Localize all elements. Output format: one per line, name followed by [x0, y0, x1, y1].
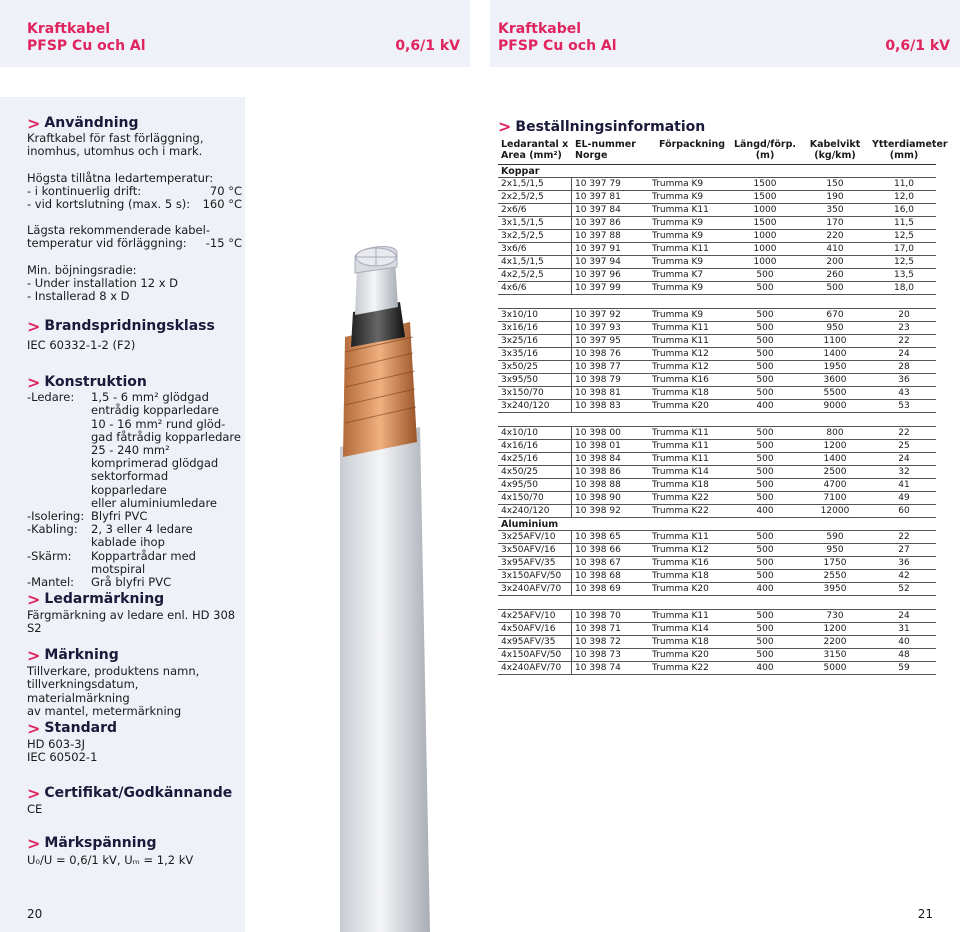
table-cell: 10 398 92: [575, 506, 621, 516]
table-cell: 500: [756, 336, 774, 346]
table-row: [498, 636, 936, 649]
table-cell: 12,5: [893, 231, 915, 241]
table-cell: Trumma K18: [652, 637, 709, 647]
table-cell: 10 398 66: [575, 545, 621, 555]
table-row: [498, 309, 936, 322]
table-cell: Trumma K9: [652, 231, 704, 241]
table-cell: 10 397 91: [575, 244, 621, 254]
table-group: [498, 178, 936, 295]
table-cell: 170: [826, 218, 844, 228]
chevron-right-icon: >: [27, 590, 41, 609]
table-cell: Trumma K20: [652, 401, 709, 411]
table-cell: 4x150/70: [498, 492, 572, 504]
table-cell: 220: [826, 231, 844, 241]
table-cell: Trumma K11: [652, 454, 709, 464]
section-ledarmarkning: > Ledarmärkning Färgmärkning av ledare enl. HD 308 S2: [27, 593, 242, 636]
table-cell: 5000: [823, 663, 847, 673]
table-cell: 500: [756, 650, 774, 660]
table-cell: 3600: [823, 375, 847, 385]
table-cell: 10 398 72: [575, 637, 621, 647]
table-row: [498, 282, 936, 295]
table-cell: 400: [756, 663, 774, 673]
table-row: [498, 466, 936, 479]
section-heading: > Märkspänning: [27, 834, 157, 853]
table-cell: 4x240AFV/70: [498, 662, 572, 674]
table-row: [498, 453, 936, 466]
table-cell: 10 397 86: [575, 218, 621, 228]
table-cell: 4x16/16: [498, 440, 572, 452]
table-cell: 500: [756, 571, 774, 581]
table-cell: 3x2,5/2,5: [498, 230, 572, 242]
table-cell: 500: [756, 349, 774, 359]
chevron-right-icon: >: [27, 719, 41, 738]
header-title: Kraftkabel: [27, 21, 111, 37]
table-cell: 36: [898, 558, 910, 568]
table-cell: 2550: [823, 571, 847, 581]
table-cell: Trumma K12: [652, 545, 709, 555]
table-cell: 1400: [823, 349, 847, 359]
table-cell: Trumma K14: [652, 624, 709, 634]
table-row: [498, 492, 936, 505]
page-number-left: 20: [27, 907, 43, 921]
section-heading: > Certifikat/Godkännande: [27, 784, 233, 803]
table-cell: Trumma K9: [652, 257, 704, 267]
table-cell: 10 398 77: [575, 362, 621, 372]
table-cell: 10 398 86: [575, 467, 621, 477]
table-cell: 400: [756, 584, 774, 594]
right-page-header: [490, 0, 960, 67]
chevron-right-icon: >: [27, 114, 41, 133]
table-cell: 4700: [823, 480, 847, 490]
table-cell: 40: [898, 637, 910, 647]
table-cell: Trumma K11: [652, 441, 709, 451]
table-cell: 3x10/10: [498, 309, 572, 321]
table-subheading: Aluminium: [498, 518, 936, 531]
table-cell: 500: [756, 624, 774, 634]
table-cell: Trumma K18: [652, 571, 709, 581]
table-cell: Trumma K11: [652, 532, 709, 542]
table-cell: 500: [756, 428, 774, 438]
table-cell: 3x6/6: [498, 243, 572, 255]
table-cell: 10 398 74: [575, 663, 621, 673]
table-cell: 500: [756, 323, 774, 333]
table-cell: 49: [898, 493, 910, 503]
table-cell: 500: [756, 362, 774, 372]
table-cell: 10 398 76: [575, 349, 621, 359]
table-cell: 500: [756, 637, 774, 647]
table-cell: 10 398 67: [575, 558, 621, 568]
chevron-right-icon: >: [27, 317, 41, 336]
table-cell: 43: [898, 388, 910, 398]
table-cell: 10 398 79: [575, 375, 621, 385]
table-cell: 950: [826, 323, 844, 333]
table-cell: 24: [898, 454, 910, 464]
table-cell: 4x10/10: [498, 427, 572, 439]
table-cell: 400: [756, 401, 774, 411]
table-cell: Trumma K18: [652, 480, 709, 490]
table-group: [498, 531, 936, 596]
table-cell: 10 397 93: [575, 323, 621, 333]
table-cell: Trumma K16: [652, 375, 709, 385]
table-cell: 25: [898, 441, 910, 451]
table-cell: 950: [826, 545, 844, 555]
table-row: [498, 322, 936, 335]
cable-illustration: [245, 97, 475, 932]
table-cell: Trumma K7: [652, 270, 704, 280]
table-cell: 32: [898, 467, 910, 477]
header-voltage: 0,6/1 kV: [885, 38, 950, 54]
table-cell: 10 397 84: [575, 205, 621, 215]
table-cell: 3x50/25: [498, 361, 572, 373]
table-cell: 410: [826, 244, 844, 254]
section-heading: > Användning: [27, 114, 139, 133]
table-cell: 16,0: [893, 205, 915, 215]
chevron-right-icon: >: [27, 373, 41, 392]
table-cell: 3x1,5/1,5: [498, 217, 572, 229]
table-cell: 4x95/50: [498, 479, 572, 491]
table-cell: 10 398 81: [575, 388, 621, 398]
table-cell: 200: [826, 257, 844, 267]
table-cell: 4x6/6: [498, 282, 572, 294]
section-heading: > Brandspridningsklass: [27, 317, 215, 336]
table-cell: 27: [898, 545, 910, 555]
table-cell: 500: [756, 467, 774, 477]
table-group: [498, 610, 936, 675]
table-cell: 10 398 90: [575, 493, 621, 503]
section-certifikat: > Certifikat/Godkännande CE: [27, 787, 242, 816]
table-cell: 3x95AFV/35: [498, 557, 572, 569]
table-cell: 24: [898, 349, 910, 359]
header-subtitle: PFSP Cu och Al: [498, 38, 617, 54]
table-cell: 2x6/6: [498, 204, 572, 216]
table-cell: Trumma K11: [652, 336, 709, 346]
table-cell: 500: [756, 441, 774, 451]
table-cell: 24: [898, 611, 910, 621]
table-cell: 4x25/16: [498, 453, 572, 465]
table-cell: Trumma K9: [652, 192, 704, 202]
table-cell: 10 397 79: [575, 179, 621, 189]
section-heading: > Beställningsinformation: [498, 117, 706, 136]
table-cell: Trumma K22: [652, 663, 709, 673]
table-cell: 260: [826, 270, 844, 280]
table-cell: 3x150AFV/50: [498, 570, 572, 582]
table-cell: 2x2,5/2,5: [498, 191, 572, 203]
table-row: [498, 204, 936, 217]
table-row: [498, 544, 936, 557]
table-cell: 4x2,5/2,5: [498, 269, 572, 281]
table-cell: 4x240/120: [498, 505, 572, 517]
table-cell: Trumma K18: [652, 388, 709, 398]
table-row: [498, 335, 936, 348]
table-cell: 800: [826, 428, 844, 438]
table-cell: Trumma K16: [652, 558, 709, 568]
table-row: [498, 230, 936, 243]
table-cell: 500: [756, 480, 774, 490]
table-cell: 28: [898, 362, 910, 372]
table-cell: 59: [898, 663, 910, 673]
table-cell: 10 398 83: [575, 401, 621, 411]
table-cell: 1100: [823, 336, 847, 346]
table-cell: 4x50/25: [498, 466, 572, 478]
section-heading: > Konstruktion: [27, 373, 147, 392]
table-cell: 3150: [823, 650, 847, 660]
table-cell: 500: [756, 283, 774, 293]
table-cell: 3950: [823, 584, 847, 594]
table-cell: 10 398 88: [575, 480, 621, 490]
table-row: [498, 178, 936, 191]
table-row: [498, 387, 936, 400]
header-title: Kraftkabel: [498, 21, 582, 37]
table-cell: Trumma K11: [652, 428, 709, 438]
table-cell: Trumma K9: [652, 218, 704, 228]
table-cell: 9000: [823, 401, 847, 411]
table-cell: 36: [898, 375, 910, 385]
table-row: [498, 427, 936, 440]
table-row: [498, 479, 936, 492]
table-cell: 670: [826, 310, 844, 320]
table-cell: 22: [898, 428, 910, 438]
table-row: [498, 191, 936, 204]
table-cell: 590: [826, 532, 844, 542]
table-row: [498, 217, 936, 230]
table-row: [498, 256, 936, 269]
table-cell: 52: [898, 584, 910, 594]
chevron-right-icon: >: [27, 646, 41, 665]
table-cell: 500: [756, 558, 774, 568]
table-row: [498, 269, 936, 282]
table-cell: 1000: [753, 257, 777, 267]
table-cell: 10 397 81: [575, 192, 621, 202]
table-cell: 12,5: [893, 257, 915, 267]
table-cell: 350: [826, 205, 844, 215]
table-cell: Trumma K14: [652, 467, 709, 477]
table-group: [498, 427, 936, 518]
section-konstruktion: > Konstruktion -Ledare: 1,5 - 6 mm² glödgad entrådig kopparledare 10 - 16 mm² rund glöd- gad fåtrådig kopparledare 25 - 240 mm² komprimerad glödgad sektorformad kopparledare eller aluminiumledare -Isolering: Blyfri PVC -Kabling: 2, 3 eller 4 ledare kablade ihop -Skärm: Koppartrådar med motspiral -Mantel: Grå blyfri PVC: [27, 373, 241, 590]
table-cell: 1500: [753, 192, 777, 202]
table-cell: 10 397 95: [575, 336, 621, 346]
table-header: Ledarantal x Area (mm²) EL-nummer Norge Förpackning Längd/förp. (m) Kabelvikt (kg/km) Ytterdiameter (mm): [498, 139, 936, 165]
section-heading: > Ledarmärkning: [27, 590, 165, 609]
table-cell: 10 398 01: [575, 441, 621, 451]
table-cell: 10 398 84: [575, 454, 621, 464]
table-cell: Trumma K20: [652, 650, 709, 660]
table-cell: 10 397 99: [575, 283, 621, 293]
table-cell: 730: [826, 611, 844, 621]
table-cell: 22: [898, 532, 910, 542]
chevron-right-icon: >: [27, 784, 41, 803]
table-cell: 20: [898, 310, 910, 320]
table-cell: 3x25AFV/10: [498, 531, 572, 543]
table-cell: 4x1,5/1,5: [498, 256, 572, 268]
section-standard: > Standard HD 603-3J IEC 60502-1: [27, 722, 242, 765]
table-group: [498, 309, 936, 413]
table-cell: 10 398 65: [575, 532, 621, 542]
section-heading: > Märkning: [27, 646, 119, 665]
table-cell: Trumma K9: [652, 310, 704, 320]
table-cell: Trumma K22: [652, 506, 709, 516]
table-row: [498, 505, 936, 518]
section-anvandning: > Användning Kraftkabel för fast förläggning, inomhus, utomhus och i mark. Högsta tillåtna ledartemperatur: - i kontinuerlig drift: 70 °C - vid kortslutning (max. 5 s): 160 °C Lägsta rekommenderade kabel- temperatur vid förläggning: -15 °C Min. böjningsradie: - Under installation 12 x D - Installerad 8 x D: [27, 114, 242, 304]
table-cell: 3x35/16: [498, 348, 572, 360]
table-cell: 1000: [753, 231, 777, 241]
table-row: [498, 348, 936, 361]
table-row: [498, 374, 936, 387]
table-cell: 18,0: [893, 283, 915, 293]
table-cell: Trumma K11: [652, 611, 709, 621]
table-cell: 13,5: [893, 270, 915, 280]
table-cell: 500: [756, 270, 774, 280]
table-cell: Trumma K11: [652, 205, 709, 215]
table-cell: 60: [898, 506, 910, 516]
section-brand: > Brandspridningsklass IEC 60332-1-2 (F2): [27, 320, 242, 352]
header-subtitle: PFSP Cu och Al: [27, 38, 146, 54]
table-cell: 1500: [753, 218, 777, 228]
table-cell: 500: [826, 283, 844, 293]
table-cell: 10 398 68: [575, 571, 621, 581]
section-heading: > Standard: [27, 719, 117, 738]
table-row: [498, 557, 936, 570]
table-cell: 48: [898, 650, 910, 660]
table-cell: 31: [898, 624, 910, 634]
table-cell: 17,0: [893, 244, 915, 254]
table-cell: 10 398 70: [575, 611, 621, 621]
table-cell: 500: [756, 545, 774, 555]
table-cell: 23: [898, 323, 910, 333]
table-cell: 3x240AFV/70: [498, 583, 572, 595]
table-cell: 12000: [820, 506, 850, 516]
table-cell: 11,5: [893, 218, 915, 228]
table-cell: 10 398 69: [575, 584, 621, 594]
table-cell: 10 398 71: [575, 624, 621, 634]
table-cell: 10 398 73: [575, 650, 621, 660]
table-cell: 2500: [823, 467, 847, 477]
table-cell: 10 398 00: [575, 428, 621, 438]
table-cell: 1500: [753, 179, 777, 189]
table-cell: 3x50AFV/16: [498, 544, 572, 556]
table-cell: 150: [826, 179, 844, 189]
header-voltage: 0,6/1 kV: [395, 38, 460, 54]
table-cell: 12,0: [893, 192, 915, 202]
table-row: [498, 243, 936, 256]
table-cell: 3x240/120: [498, 400, 572, 412]
table-cell: Trumma K11: [652, 244, 709, 254]
section-markning: > Märkning Tillverkare, produktens namn, tillverkningsdatum, materialmärkning av mantel, metermärkning: [27, 649, 242, 718]
table-cell: 500: [756, 375, 774, 385]
table-cell: 1750: [823, 558, 847, 568]
table-cell: 3x16/16: [498, 322, 572, 334]
table-cell: 500: [756, 611, 774, 621]
chevron-right-icon: >: [27, 834, 41, 853]
table-cell: 500: [756, 493, 774, 503]
table-cell: 41: [898, 480, 910, 490]
table-cell: Trumma K11: [652, 323, 709, 333]
table-cell: 500: [756, 388, 774, 398]
table-subheading: Koppar: [498, 165, 936, 178]
table-row: [498, 623, 936, 636]
table-cell: 22: [898, 336, 910, 346]
table-cell: 53: [898, 401, 910, 411]
section-markspanning: > Märkspänning U₀/U = 0,6/1 kV, Uₘ = 1,2 kV: [27, 837, 242, 867]
table-row: [498, 440, 936, 453]
table-cell: 1000: [753, 205, 777, 215]
table-cell: Trumma K9: [652, 283, 704, 293]
table-cell: 1000: [753, 244, 777, 254]
table-cell: Trumma K9: [652, 179, 704, 189]
table-cell: 4x95AFV/35: [498, 636, 572, 648]
table-cell: 2x1,5/1,5: [498, 178, 572, 190]
table-cell: 4x25AFV/10: [498, 610, 572, 622]
table-row: [498, 610, 936, 623]
table-cell: 1950: [823, 362, 847, 372]
table-cell: 1200: [823, 624, 847, 634]
table-cell: 4x50AFV/16: [498, 623, 572, 635]
page-number-right: 21: [917, 907, 933, 921]
table-cell: 5500: [823, 388, 847, 398]
table-row: [498, 583, 936, 596]
table-row: [498, 570, 936, 583]
table-cell: Trumma K12: [652, 349, 709, 359]
table-cell: 400: [756, 506, 774, 516]
table-row: [498, 400, 936, 413]
order-table: [498, 139, 948, 675]
table-cell: 3x25/16: [498, 335, 572, 347]
table-cell: 10 397 92: [575, 310, 621, 320]
table-cell: 1400: [823, 454, 847, 464]
table-cell: 11,0: [893, 179, 915, 189]
table-cell: Trumma K12: [652, 362, 709, 372]
table-cell: 190: [826, 192, 844, 202]
table-cell: Trumma K20: [652, 584, 709, 594]
table-cell: 3x95/50: [498, 374, 572, 386]
table-row: [498, 361, 936, 374]
table-row: [498, 649, 936, 662]
table-row: [498, 531, 936, 544]
table-cell: 500: [756, 454, 774, 464]
table-cell: 4x150AFV/50: [498, 649, 572, 661]
table-cell: 2200: [823, 637, 847, 647]
table-cell: 1200: [823, 441, 847, 451]
table-cell: 3x150/70: [498, 387, 572, 399]
table-cell: 7100: [823, 493, 847, 503]
table-cell: 10 397 94: [575, 257, 621, 267]
table-cell: 10 397 88: [575, 231, 621, 241]
chevron-right-icon: >: [498, 117, 512, 136]
table-cell: Trumma K22: [652, 493, 709, 503]
table-cell: 500: [756, 310, 774, 320]
table-cell: 42: [898, 571, 910, 581]
left-page-header: [0, 0, 470, 67]
table-cell: 10 397 96: [575, 270, 621, 280]
table-cell: 500: [756, 532, 774, 542]
table-row: [498, 662, 936, 675]
